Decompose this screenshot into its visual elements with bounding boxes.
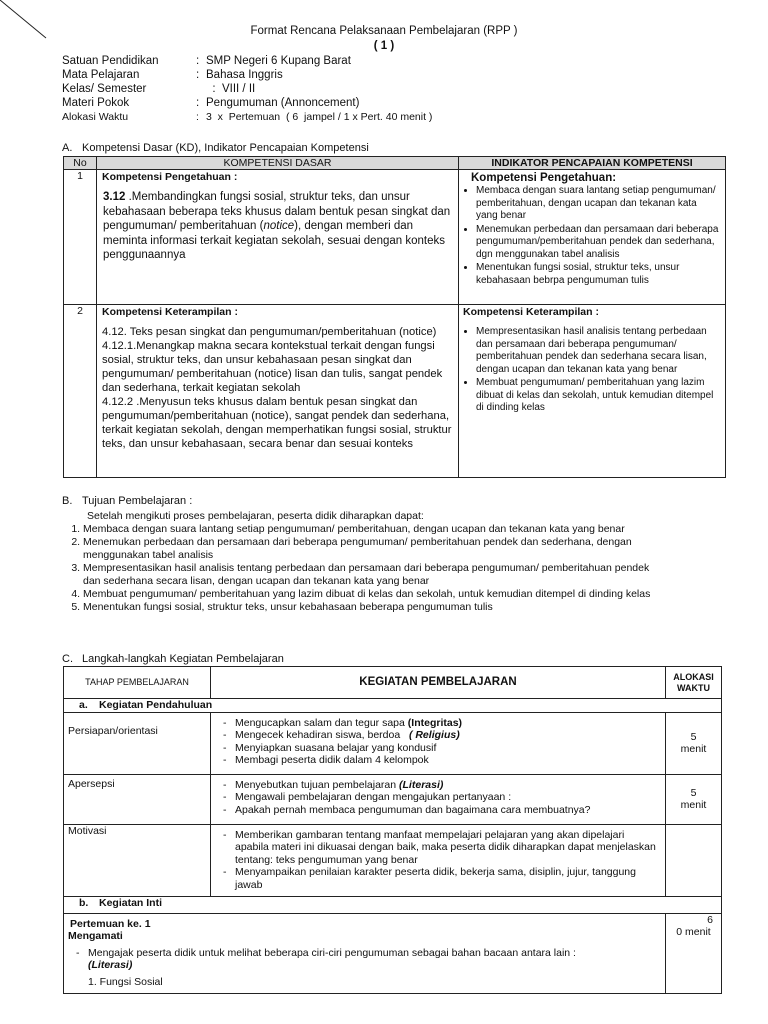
list-item: 4. Membuat pengumuman/ pemberitahuan yang lazim dibuat di kelas dan sekolah, untuk kemudian ditempel di dinding kelas	[83, 588, 662, 601]
indicator-cell	[459, 305, 726, 478]
list-item: - Mengawali pembelajaran dengan mengajukan pertanyaan :	[235, 791, 661, 804]
col-header-no: No	[64, 157, 97, 170]
col-header-kegiatan: KEGIATAN PEMBELAJARAN	[211, 667, 666, 699]
indicator-cell	[459, 170, 726, 305]
objectives-intro: Setelah mengikuti proses pembelajaran, peserta didik diharapkan dapat:	[87, 510, 424, 522]
indicator-list	[463, 185, 721, 287]
indicator-heading: Kompetensi Pengetahuan:	[471, 172, 617, 184]
table-header-row	[64, 667, 722, 699]
row-number: 2	[64, 305, 97, 478]
list-item: - Memberikan gambaran tentang manfaat mempelajari pelajaran yang akan dipelajari apabila materi ini dikuasai dengan baik, maka peserta didik diharapkan dapat menjelaskan tentang: teks pengumuman yang benar	[235, 829, 661, 867]
list-item: • Menemukan perbedaan dan persamaan dari beberapa pengumuman/pemberitahuan pendek dan sederhana, dgn menggunakan tabel analisis	[476, 224, 721, 262]
table-header-row	[64, 157, 726, 170]
identity-row: Mata Pelajaran : Bahasa Inggris	[62, 69, 283, 81]
kd-text: 3.12 .Membandingkan fungsi sosial, struktur teks, dan unsur kebahasaan beberapa teks khusus dalam bentuk pesan singkat dan pengumuman/ pemberitahuan (notice), dengan memberi dan meminta informasi terkait kegiatan sekolah, sesuai dengan konteks penggunaannya	[103, 191, 451, 261]
objectives-list	[62, 523, 662, 614]
list-item: - Mengecek kehadiran siswa, berdoa ( Religius)	[235, 729, 661, 742]
document-title: Format Rencana Pelaksanaan Pembelajaran (RPP )	[250, 25, 518, 37]
identity-row: Kelas/ Semester : VIII / II	[62, 83, 256, 95]
kd-cell	[97, 305, 459, 478]
stage-name: Apersepsi	[64, 774, 211, 824]
list-item: 1. Membaca dengan suara lantang setiap pengumuman/ pemberitahuan, dengan ucapan dan tekanan kata yang benar	[83, 523, 662, 536]
row-number: 1	[64, 170, 97, 305]
list-item: - Membagi peserta didik dalam 4 kelompok	[235, 754, 661, 767]
activities-table	[63, 666, 722, 994]
table-row	[64, 170, 726, 305]
list-item: - Menyampaikan penilaian karakter peserta didik, bekerja sama, disiplin, jujur, tanggung jawab	[235, 866, 661, 891]
activity-list	[215, 779, 661, 817]
list-item: • Membaca dengan suara lantang setiap pengumuman/ pemberitahuan, dengan ucapan dan tekanan kata yang benar	[476, 185, 721, 223]
activity-list	[215, 829, 661, 892]
table-row	[64, 824, 722, 896]
kd-paragraph: 4.12.2 .Menyusun teks khusus dalam bentuk pesan singkat dan pengumuman/pemberitahuan (notice), sangat pendek dan sederhana, terkait kegiatan sekolah, dengan memperhatikan fungsi sosial, struktur teks, dan unsur kebahasaan, secara benar dan sesuai konteks	[102, 396, 452, 450]
indicator-list	[463, 326, 721, 415]
list-item: - Menyiapkan suasana belajar yang kondusif	[235, 742, 661, 755]
list-item: - Apakah pernah membaca pengumuman dan bagaimana cara membuatnya?	[235, 804, 661, 817]
list-item: - Mengucapkan salam dan tegur sapa (Integritas)	[235, 717, 661, 730]
table-row	[64, 774, 722, 824]
meeting-label: Pertemuan ke. 1	[70, 917, 151, 930]
inti-activities	[64, 913, 666, 993]
stage-activities	[211, 824, 666, 896]
identity-block	[62, 54, 432, 124]
stage-activities	[211, 774, 666, 824]
kd-heading: Kompetensi Keterampilan :	[102, 306, 238, 318]
competency-table	[63, 156, 726, 478]
kd-cell	[97, 170, 459, 305]
subsection-pendahuluan: a. Kegiatan Pendahuluan	[64, 699, 722, 713]
kd-paragraph: 4.12.1.Menangkap makna secara kontekstual terkait dengan fungsi sosial, struktur teks, dan unsur kebahasaan pesan singkat dan pengumuman/ pemberitahuan (notice) lisan dan tulis, sangat pendek dan sederhana, terkait kegiatan sekolah	[102, 340, 443, 394]
subsection-row	[64, 896, 722, 913]
sub-item: 1. Fungsi Sosial	[88, 975, 163, 988]
list-item: • Menentukan fungsi sosial, struktur teks, unsur kebahasaan bebrpa pengumuman tulis	[476, 262, 721, 287]
time-cell: 5 menit	[666, 774, 722, 824]
kd-paragraph: 4.12. Teks pesan singkat dan pengumuman/pemberitahuan (notice)	[102, 326, 437, 338]
list-item: • Membuat pengumuman/ pemberitahuan yang lazim dibuat di kelas dan sekolah, untuk kemudian ditempel di dinding kelas	[476, 377, 721, 415]
list-item: - Menyebutkan tujuan pembelajaran (Literasi)	[235, 779, 661, 792]
section-a-heading: A. Kompetensi Dasar (KD), Indikator Pencapaian Kompetensi	[62, 142, 369, 154]
stage-activities	[211, 712, 666, 774]
table-row	[64, 913, 722, 993]
list-item: • Mempresentasikan hasil analisis tentang perbedaan dan persamaan dari beberapa pengumuman/ pemberitahuan pendek dan sederhana secara lisan, dengan ucapan dan tekanan kata yang benar	[476, 326, 721, 376]
col-header-alokasi: ALOKASI WAKTU	[666, 667, 722, 699]
time-cell	[666, 824, 722, 896]
activity-list	[215, 717, 661, 767]
list-item: - Mengajak peserta didik untuk melihat beberapa ciri-ciri pengumuman sebagai bahan bacaan antara lain : (Literasi)	[88, 947, 661, 972]
list-item: 2. Menemukan perbedaan dan persamaan dari beberapa pengumuman/ pemberitahuan pendek dan sederhana, dengan menggunakan tabel analisis	[83, 536, 662, 562]
phase-label: Mengamati	[68, 930, 123, 942]
document-number: ( 1 )	[373, 40, 395, 52]
list-item: 3. Mempresentasikan hasil analisis tentang perbedaan dan persamaan dari beberapa pengumuman/ pemberitahuan pendek dan sederhana secara lisan, dengan ucapan dan tekanan kata yang benar	[83, 562, 662, 588]
identity-row: Satuan Pendidikan : SMP Negeri 6 Kupang Barat	[62, 55, 351, 67]
col-header-tahap: TAHAP PEMBELAJARAN	[64, 667, 211, 699]
stage-name: Persiapan/orientasi	[64, 712, 211, 774]
col-header-kd: KOMPETENSI DASAR	[97, 157, 459, 170]
list-item: 5. Menentukan fungsi sosial, struktur teks, unsur kebahasaan beberapa pengumuman tulis	[83, 601, 662, 614]
stage-name: Motivasi	[64, 824, 211, 896]
section-c-heading: C. Langkah-langkah Kegiatan Pembelajaran	[62, 653, 284, 665]
col-header-indicator: INDIKATOR PENCAPAIAN KOMPETENSI	[459, 157, 726, 170]
kd-heading: Kompetensi Pengetahuan :	[102, 171, 238, 183]
subsection-inti: b. Kegiatan Inti	[64, 896, 722, 913]
time-cell: 6 0 menit	[666, 913, 722, 993]
objectives-block	[62, 510, 662, 614]
table-row	[64, 712, 722, 774]
identity-row: Materi Pokok : Pengumuman (Annoncement)	[62, 97, 360, 109]
activity-list	[68, 947, 661, 972]
table-row	[64, 305, 726, 478]
subsection-row	[64, 699, 722, 713]
time-cell: 5 menit	[666, 712, 722, 774]
indicator-heading: Kompetensi Keterampilan :	[463, 306, 599, 318]
section-b-heading: B. Tujuan Pembelajaran :	[62, 495, 193, 507]
identity-row: Alokasi Waktu : 3 x Pertemuan ( 6 jampel / 1 x Pert. 40 menit )	[62, 111, 433, 123]
